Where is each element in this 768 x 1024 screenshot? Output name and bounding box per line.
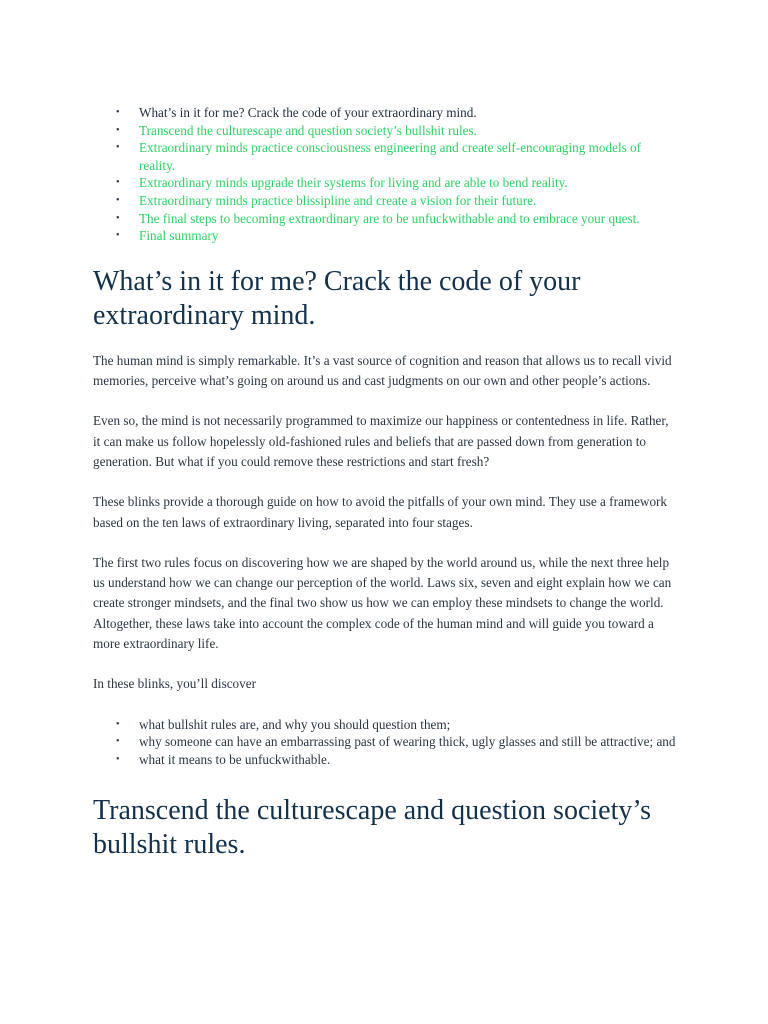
list-item	[93, 733, 678, 751]
table-of-contents	[93, 104, 678, 245]
toc-link-label: Transcend the culturescape and question society’s bullshit rules.	[139, 122, 477, 138]
bullet-icon: •	[116, 753, 120, 765]
toc-link-label: The final steps to becoming extraordinary are to be unfuckwithable and to embrace your quest.	[139, 210, 640, 226]
toc-link[interactable]	[93, 210, 678, 228]
toc-link[interactable]	[93, 192, 678, 210]
bullet-icon: •	[116, 230, 120, 242]
body-paragraph: In these blinks, you’ll discover	[93, 676, 256, 692]
bullet-icon: •	[116, 718, 120, 730]
toc-link[interactable]	[93, 122, 678, 140]
toc-link-label: Extraordinary minds upgrade their systems for living and are able to bend reality.	[139, 175, 568, 191]
list-item-text: what bullshit rules are, and why you should question them;	[139, 716, 451, 732]
toc-item-label: What’s in it for me? Crack the code of your extraordinary mind.	[139, 105, 477, 120]
section-heading: Transcend the culturescape and question society’s bullshit rules.	[93, 795, 652, 861]
bullet-icon: •	[116, 124, 120, 136]
list-item-text: why someone can have an embarrassing past of wearing thick, ugly glasses and still be attractive; and	[139, 734, 676, 750]
bullet-icon: •	[116, 107, 120, 118]
bullet-icon: •	[116, 142, 120, 154]
toc-link-label: Final summary	[139, 228, 219, 244]
toc-link-label: Extraordinary minds practice consciousness engineering and create self-encouraging models of reality.	[139, 140, 642, 173]
toc-link[interactable]	[93, 174, 678, 192]
body-paragraph: The first two rules focus on discovering how we are shaped by the world around us, while the next three help us understand how we can change our perception of the world. Laws six, seven and eight explain how we can create stronger mindsets, and the final two show us how we can employ these mindsets to change the world. Altogether, these laws take into account the complex code of the human mind and will guide you toward a more extraordinary life.	[93, 554, 672, 652]
body-paragraph: The human mind is simply remarkable. It’s a vast source of cognition and reason that allows us to recall vivid memories, perceive what’s going on around us and cast judgments on our own and other people’s actions.	[93, 352, 672, 389]
body-paragraph: Even so, the mind is not necessarily programmed to maximize our happiness or contentedness in life. Rather, it can make us follow hopelessly old-fashioned rules and beliefs that are passed down from generation to generation. But what if you could remove these restrictions and start fresh?	[93, 413, 669, 469]
discover-list	[93, 716, 678, 769]
list-item-text: what it means to be unfuckwithable.	[139, 751, 331, 767]
bullet-icon: •	[116, 736, 120, 748]
toc-link-label: Extraordinary minds practice blissipline and create a vision for their future.	[139, 192, 537, 208]
toc-link[interactable]	[93, 139, 678, 174]
body-paragraph: These blinks provide a thorough guide on how to avoid the pitfalls of your own mind. They use a framework based on the ten laws of extraordinary living, separated into four stages.	[93, 494, 668, 530]
list-item	[93, 751, 678, 769]
list-item	[93, 716, 678, 734]
toc-link[interactable]	[93, 227, 678, 245]
bullet-icon: •	[116, 212, 120, 224]
bullet-icon: •	[116, 194, 120, 206]
bullet-icon: •	[116, 177, 120, 189]
document-page	[93, 104, 678, 862]
section-heading: What’s in it for me? Crack the code of your extraordinary mind.	[93, 265, 581, 331]
toc-item[interactable]	[93, 104, 678, 122]
